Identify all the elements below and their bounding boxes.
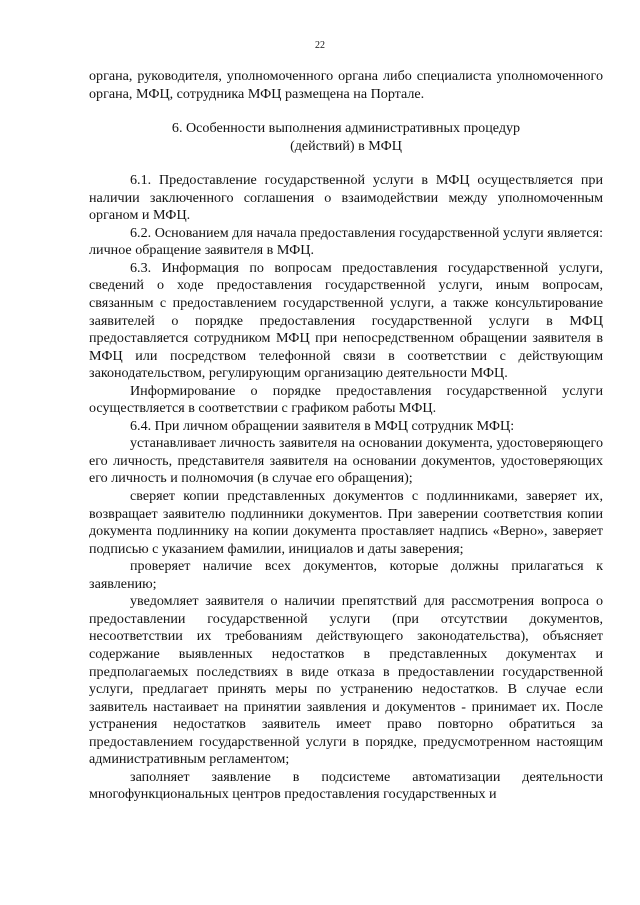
page-number: 22 [315,40,325,51]
intro-paragraph: органа, руководителя, уполномоченного органа либо специалиста уполномоченного органа, МФЦ, сотрудника МФЦ размещена на Портале. [89,68,603,102]
list-item-notify: уведомляет заявителя о наличии препятствий для рассмотрения вопроса о предоставлении государственной услуги (при отсутствии документов, несоответствии их требованиям действующего законодательства), объясняет содержание выявленных недостатков в представленных документах и предполагаемых последствиях в виде отказа в предоставлении государственной услуги, предлагает принять меры по устранению недостатков. В случае если заявитель настаивает на принятии заявления и документов - принимает их. После устранения недостатков заявитель имеет право повторно обратиться за предоставлением государственной услуги в порядке, предусмотренном настоящим административным регламентом; [89,593,603,768]
section-heading [89,120,603,155]
paragraph-6-2: 6.2. Основанием для начала предоставления государственной услуги является: личное обращение заявителя в МФЦ. [89,224,603,259]
paragraph-informing: Информирование о порядке предоставления государственной услуги осуществляется в соответствии с графиком работы МФЦ. [89,382,603,417]
list-item-copies: сверяет копии представленных документов с подлинниками, заверяет их, возвращает заявителю подлинники документов. При заверении соответствия копии документа подлиннику на копии документа проставляет надпись «Верно», заверяет подписью с указанием фамилии, инициалов и даты заверения; [89,488,603,557]
document-body [89,68,603,804]
section-title-line-1: 6. Особенности выполнения административных процедур [171,120,521,137]
paragraph-6-3: 6.3. Информация по вопросам предоставления государственной услуги, сведений о ходе предоставления государственной услуги, иным вопросам, связанным с предоставлением государственной услуги, а также консультирование заявителей о порядке предоставления государственной услуги в МФЦ предоставляется сотрудником МФЦ при непосредственном обращении заявителя в МФЦ или посредством телефонной связи в соответствии с действующим законодательством, регулирующим организацию деятельности МФЦ. [89,259,603,382]
spacer [89,103,603,120]
list-item-check-documents: проверяет наличие всех документов, которые должны прилагаться к заявлению; [89,558,603,592]
section-title-line-2: (действий) в МФЦ [290,137,402,154]
list-item-fill-application: заполняет заявление в подсистеме автоматизации деятельности многофункциональных центров предоставления государственных и [89,768,603,803]
list-item-identity: устанавливает личность заявителя на основании документа, удостоверяющего его личность, представителя заявителя на основании документов, удостоверяющих его личность и полномочия (в случае его обращения); [89,435,603,487]
paragraph-6-1: 6.1. Предоставление государственной услуги в МФЦ осуществляется при наличии заключенного соглашения о взаимодействии между уполномоченным органом и МФЦ. [89,172,603,224]
paragraph-6-4: 6.4. При личном обращении заявителя в МФЦ сотрудник МФЦ: [130,417,515,434]
spacer [89,155,603,172]
